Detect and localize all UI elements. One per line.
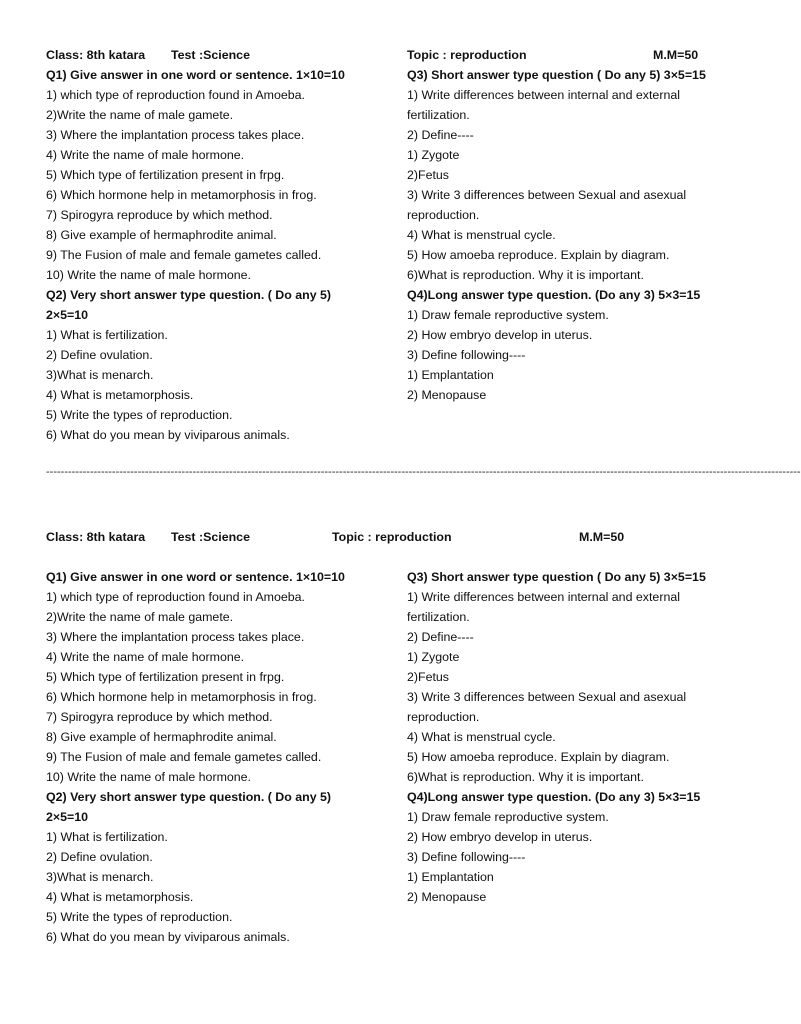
list-item: 1) which type of reproduction found in Amoeba. [46,88,305,102]
q3-heading: Q3) Short answer type question ( Do any 5) 3×5=15 [407,570,706,584]
list-item: 1) What is fertilization. [46,830,168,844]
list-item: reproduction. [407,208,480,222]
list-item: fertilization. [407,108,470,122]
list-item: 2) Menopause [407,890,487,904]
list-item: 2) Define ovulation. [46,850,153,864]
list-item: 6) What do you mean by viviparous animals. [46,428,290,442]
list-item: 1) Draw female reproductive system. [407,308,609,322]
list-item: 6)What is reproduction. Why it is important. [407,268,644,282]
list-item: 2) Define---- [407,630,474,644]
list-item: 3) Write 3 differences between Sexual and asexual [407,690,687,704]
list-item: 3)What is menarch. [46,368,154,382]
q3-heading: Q3) Short answer type question ( Do any 5) 3×5=15 [407,68,706,82]
list-item: 7) Spirogyra reproduce by which method. [46,710,273,724]
list-item: 3) Where the implantation process takes place. [46,630,305,644]
list-item: 6) Which hormone help in metamorphosis in frog. [46,188,317,202]
list-item: 10) Write the name of male hormone. [46,268,252,282]
list-item: 4) What is metamorphosis. [46,890,194,904]
list-item: 1) Write differences between internal and external [407,590,680,604]
list-item: 1) Zygote [407,148,460,162]
right-column [407,567,727,907]
list-item: 5) Write the types of reproduction. [46,408,233,422]
test-label: Test :Science [171,530,250,544]
list-item: 3) Define following---- [407,850,526,864]
marks-label: M.M=50 [653,48,699,62]
list-item: 5) Which type of fertilization present in frpg. [46,168,285,182]
list-item: 2) Define ovulation. [46,348,153,362]
list-item: 5) Write the types of reproduction. [46,910,233,924]
list-item: 5) Which type of fertilization present in frpg. [46,670,285,684]
class-label: Class: 8th katara [46,48,146,62]
q2-marks: 2×5=10 [46,810,89,824]
list-item: 2) How embryo develop in uterus. [407,328,593,342]
left-column [46,567,366,947]
list-item: 2)Fetus [407,168,450,182]
list-item: fertilization. [407,610,470,624]
list-item: 1) Draw female reproductive system. [407,810,609,824]
list-item: 2) How embryo develop in uterus. [407,830,593,844]
list-item: 4) What is metamorphosis. [46,388,194,402]
list-item: 3) Write 3 differences between Sexual and asexual [407,188,687,202]
topic-label: Topic : reproduction [407,48,527,62]
list-item: 1) Zygote [407,650,460,664]
q4-heading: Q4)Long answer type question. (Do any 3) 5×3=15 [407,790,701,804]
q1-heading: Q1) Give answer in one word or sentence. 1×10=10 [46,570,345,584]
list-item: 1) Emplantation [407,368,494,382]
list-item: 4) Write the name of male hormone. [46,148,245,162]
list-item: 9) The Fusion of male and female gametes called. [46,750,322,764]
list-item: 1) Write differences between internal and external [407,88,680,102]
list-item: 4) Write the name of male hormone. [46,650,245,664]
list-item: 1) Emplantation [407,870,494,884]
list-item: 8) Give example of hermaphrodite animal. [46,730,277,744]
q2-heading: Q2) Very short answer type question. ( Do any 5) [46,288,332,302]
list-item: 8) Give example of hermaphrodite animal. [46,228,277,242]
q2-marks: 2×5=10 [46,308,89,322]
list-item: reproduction. [407,710,480,724]
list-item: 5) How amoeba reproduce. Explain by diagram. [407,750,670,764]
list-item: 6) Which hormone help in metamorphosis in frog. [46,690,317,704]
list-item: 2) Define---- [407,128,474,142]
right-column [407,65,727,405]
list-item: 4) What is menstrual cycle. [407,730,556,744]
list-item: 1) What is fertilization. [46,328,168,342]
list-item: 1) which type of reproduction found in Amoeba. [46,590,305,604]
q1-heading: Q1) Give answer in one word or sentence. 1×10=10 [46,68,345,82]
list-item: 3) Define following---- [407,348,526,362]
marks-label: M.M=50 [579,530,625,544]
list-item: 10) Write the name of male hormone. [46,770,252,784]
list-item: 3) Where the implantation process takes place. [46,128,305,142]
list-item: 2)Write the name of male gamete. [46,610,234,624]
q2-heading: Q2) Very short answer type question. ( Do any 5) [46,790,332,804]
list-item: 6)What is reproduction. Why it is important. [407,770,644,784]
class-label: Class: 8th katara [46,530,146,544]
list-item: 3)What is menarch. [46,870,154,884]
list-item: 2)Fetus [407,670,450,684]
list-item: 7) Spirogyra reproduce by which method. [46,208,273,222]
list-item: 2) Menopause [407,388,487,402]
q4-heading: Q4)Long answer type question. (Do any 3) 5×3=15 [407,288,701,302]
list-item: 4) What is menstrual cycle. [407,228,556,242]
list-item: 9) The Fusion of male and female gametes called. [46,248,322,262]
left-column [46,65,366,445]
test-label: Test :Science [171,48,250,62]
list-item: 2)Write the name of male gamete. [46,108,234,122]
cut-line-divider: -------------------------------------------------------------------------------------------------------------------------------------------------------------------------------------------------------------- [46,466,801,478]
topic-label: Topic : reproduction [332,530,452,544]
list-item: 6) What do you mean by viviparous animals. [46,930,290,944]
list-item: 5) How amoeba reproduce. Explain by diagram. [407,248,670,262]
